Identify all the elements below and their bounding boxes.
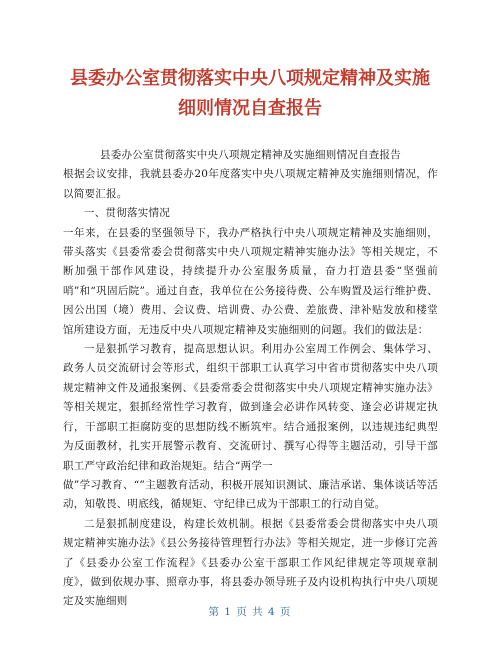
document-body <box>63 146 438 612</box>
body-paragraph-intro: 根据会议安排，我就县委办20年度落实中央八项规定精神及实施细则情况，作以简要汇报。 <box>63 168 438 200</box>
section-heading-1: 一、贯彻落实情况 <box>84 207 170 220</box>
body-paragraph-system: 二是狠抓制度建设，构建长效机制。根据《县委常委会贯彻落实中央八项规定精神实施办法》《县公务接待管理暂行办法》等相关规定，进一步修订完善了《县委办公室工作流程》《县委办公室干部职工作风纪律规定等项规章制度》，做到依规办事、照章办事，将县委办领导班子及内设机构执行中央八项规定及实施细则 <box>63 517 438 608</box>
document-title-line-1: 县委办公室贯彻落实中央八项规定精神及实施 <box>70 68 430 89</box>
body-paragraph-study: 一是狠抓学习教育，提高思想认识。利用办公室周工作例会、集体学习、政务人员交流研讨会等形式，组织干部职工认真学习中省市贯彻落实中央八项规定精神文件及通报案例、《县委常委会贯彻落实中央八项规定精神实施办法》等相关规定，狠抓经常性学习教育，做到逢会必讲作风转变、逢会必讲规定执行，干部职工拒腐防变的思想防线不断筑牢。结合通报案例，以违规违纪典型为反面教材，扎实开展警示教育、交流研讨、撰写心得等主题活动，引导干部职工严守政治纪律和政治规矩。结合“两学一 <box>63 343 438 472</box>
body-paragraph-study-cont: 做”学习教育、“”主题教育活动，积极开展知识测试、廉洁承诺、集体谈话等活动，知敬畏、明底线，循规矩、守纪律已成为干部职工的行动自觉。 <box>63 478 438 511</box>
page-footer: 第 1 页 共 4 页 <box>208 606 292 618</box>
body-paragraph-overview: 一年来，在县委的坚强领导下，我办严格执行中央八项规定精神及实施细则，带头落实《县委常委会贯彻落实中央八项规定精神实施办法》等相关规定，不断加强干部作风建设，持续提升办公室服务质量，奋力打造县委“坚强前哨”和“巩固后院”。通过自查，我单位在公务接待费、公车购置及运行维护费、因公出国（境）费用、会议费、培训费、办公费、差旅费、津补贴发放和楼堂馆所建设方面，无违反中央八项规定精神及实施细则的问题。我们的做法是： <box>63 226 438 336</box>
document-title-line-2: 细则情况自查报告 <box>178 98 322 119</box>
body-subtitle: 县委办公室贯彻落实中央八项规定精神及实施细则情况自查报告 <box>100 149 401 161</box>
